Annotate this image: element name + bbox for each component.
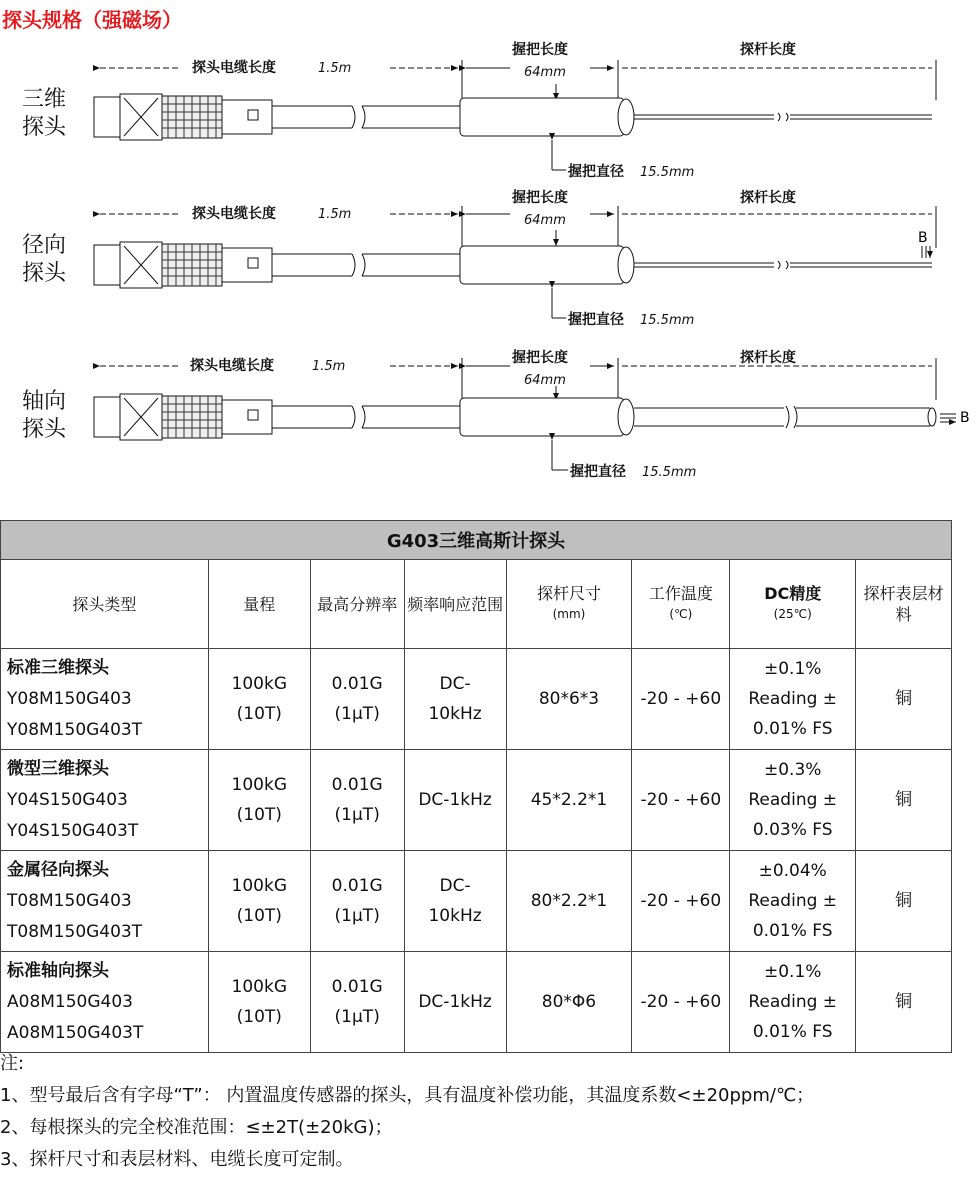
- cell-resolution: 0.01G (1μT): [310, 952, 404, 1053]
- table-row: [1, 851, 952, 952]
- cell-material: 铜: [856, 851, 952, 952]
- cell-size: 45*2.2*1: [506, 750, 632, 851]
- cell-material: 铜: [856, 952, 952, 1053]
- cell-type: 微型三维探头 Y04S150G403 Y04S150G403T: [1, 750, 209, 851]
- cell-temperature: -20 - +60: [632, 750, 730, 851]
- table-row: [1, 952, 952, 1053]
- note-item: 3、探杆尺寸和表层材料、电缆长度可定制。: [0, 1149, 354, 1170]
- spec-table: [0, 520, 952, 1053]
- cell-dc-accuracy: ±0.1% Reading ± 0.01% FS: [730, 952, 856, 1053]
- note-item: 2、每根探头的完全校准范围：≤±2T(±20kG)；: [0, 1117, 393, 1138]
- rod-length-label: 探杆长度: [740, 42, 796, 58]
- grip-length-value: 64mm: [524, 213, 566, 228]
- cell-type: 标准三维探头 Y08M150G403 Y08M150G403T: [1, 649, 209, 750]
- cell-range: 100kG (10T): [208, 750, 310, 851]
- cell-range: 100kG (10T): [208, 851, 310, 952]
- table-row: [1, 750, 952, 851]
- cell-dc-accuracy: ±0.3% Reading ± 0.03% FS: [730, 750, 856, 851]
- probe-drawing-axial: [22, 349, 970, 480]
- probe-dimension-diagram: [0, 0, 976, 500]
- cell-temperature: -20 - +60: [632, 952, 730, 1053]
- cell-size: 80*6*3: [506, 649, 632, 750]
- cell-range: 100kG (10T): [208, 952, 310, 1053]
- cell-size: 80*2.2*1: [506, 851, 632, 952]
- cell-dc-accuracy: ±0.04% Reading ± 0.01% FS: [730, 851, 856, 952]
- table-title: G403三维高斯计探头: [1, 521, 952, 560]
- col-header-dc-accuracy: DC精度 (25℃): [730, 560, 856, 649]
- cable-length-value: 1.5m: [318, 61, 352, 76]
- section-title: 探头规格（强磁场）: [2, 8, 182, 32]
- cable-length-label: 探头电缆长度: [192, 206, 276, 222]
- probe-label-axial-l1: 轴向: [22, 389, 67, 414]
- cell-material: 铜: [856, 750, 952, 851]
- cell-frequency: DC-1kHz: [404, 750, 506, 851]
- grip-length-label: 握把长度: [512, 190, 568, 206]
- cell-frequency: DC- 10kHz: [404, 649, 506, 750]
- table-header-row: [1, 560, 952, 649]
- col-header-resolution: 最高分辨率: [310, 560, 404, 649]
- probe-label-axial-l2: 探头: [22, 417, 67, 442]
- rod-length-label: 探杆长度: [740, 350, 796, 366]
- notes: [0, 1048, 976, 1176]
- col-header-frequency: 频率响应范围: [404, 560, 506, 649]
- cell-range: 100kG (10T): [208, 649, 310, 750]
- cell-material: 铜: [856, 649, 952, 750]
- cell-resolution: 0.01G (1μT): [310, 750, 404, 851]
- col-header-temperature: 工作温度 (℃): [632, 560, 730, 649]
- col-header-type: 探头类型: [1, 560, 209, 649]
- cell-frequency: DC- 10kHz: [404, 851, 506, 952]
- grip-diameter-value: 15.5mm: [640, 313, 695, 328]
- cable-length-value: 1.5m: [312, 359, 346, 374]
- col-header-material: 探杆表层材料: [856, 560, 952, 649]
- grip-length-label: 握把长度: [512, 350, 568, 366]
- grip-length-label: 握把长度: [512, 42, 568, 58]
- cell-resolution: 0.01G (1μT): [310, 649, 404, 750]
- cell-type: 金属径向探头 T08M150G403 T08M150G403T: [1, 851, 209, 952]
- field-direction-label: B: [960, 410, 970, 426]
- probe-drawing-radial: [22, 189, 936, 328]
- grip-diameter-label: 握把直径: [568, 164, 624, 180]
- cell-resolution: 0.01G (1μT): [310, 851, 404, 952]
- rod-length-label: 探杆长度: [740, 190, 796, 206]
- grip-length-value: 64mm: [524, 373, 566, 388]
- cell-dc-accuracy: ±0.1% Reading ± 0.01% FS: [730, 649, 856, 750]
- cell-size: 80*Φ6: [506, 952, 632, 1053]
- probe-label-radial-l1: 径向: [22, 233, 67, 258]
- cell-temperature: -20 - +60: [632, 649, 730, 750]
- cable-length-label: 探头电缆长度: [192, 60, 276, 76]
- notes-heading: 注:: [0, 1053, 25, 1074]
- cell-frequency: DC-1kHz: [404, 952, 506, 1053]
- grip-diameter-value: 15.5mm: [640, 165, 695, 180]
- table-row: [1, 649, 952, 750]
- grip-diameter-label: 握把直径: [568, 312, 624, 328]
- col-header-size: 探杆尺寸 (mm): [506, 560, 632, 649]
- probe-label-3d-l1: 三维: [22, 87, 67, 112]
- note-item: 1、型号最后含有字母“T”： 内置温度传感器的探头，具有温度补偿功能，其温度系数<±20ppm/℃；: [0, 1085, 815, 1106]
- field-direction-label: B: [918, 230, 928, 246]
- cable-length-label: 探头电缆长度: [190, 358, 274, 374]
- grip-diameter-value: 15.5mm: [642, 465, 697, 480]
- col-header-range: 量程: [208, 560, 310, 649]
- grip-length-value: 64mm: [524, 65, 566, 80]
- probe-label-3d-l2: 探头: [22, 115, 67, 140]
- probe-label-radial-l2: 探头: [22, 261, 67, 286]
- cell-temperature: -20 - +60: [632, 851, 730, 952]
- cell-type: 标准轴向探头 A08M150G403 A08M150G403T: [1, 952, 209, 1053]
- grip-diameter-label: 握把直径: [570, 464, 626, 480]
- cable-length-value: 1.5m: [318, 207, 352, 222]
- probe-drawing-3d: [22, 41, 936, 180]
